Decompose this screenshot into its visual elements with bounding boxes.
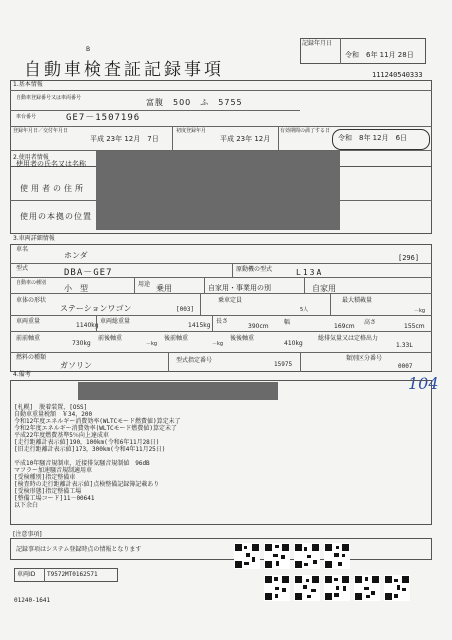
redacted-user-base (96, 204, 340, 230)
note-line: [走行距離計表示値]190，100km(令和6年11月28日) (14, 439, 160, 446)
note-line: マフラー加速騒音規制適用車 (14, 467, 93, 474)
form-mark: B (86, 46, 91, 53)
front-front-axle-label: 前前軸重 (16, 335, 41, 342)
qr-code-9 (384, 575, 410, 601)
weight-label: 車両重量 (16, 318, 41, 325)
user-base-label: 使用の本拠の位置 (20, 212, 92, 221)
gross-label: 車両総重量 (100, 318, 131, 325)
purpose-value: 自家用 (312, 284, 336, 293)
attention-text: 記録事項はシステム登録時点の情報となります (16, 546, 142, 553)
maker-code: [296] (398, 254, 420, 262)
note-line: [受検形態]指定整備工場 (14, 488, 82, 495)
rear-rear-axle-value: 410kg (284, 340, 303, 347)
first-reg-value: 平成 23年 12月 7日 (90, 135, 159, 143)
length-label: 長さ (216, 318, 229, 325)
qr-code-7 (324, 575, 350, 601)
note-line: [札幌] 脱着装置，[OSS] (14, 404, 88, 411)
body-value: ステーションワゴン (60, 304, 132, 313)
use-value: 乗用 (156, 284, 172, 293)
note-line: [整備工場コード]11－00641 (14, 495, 95, 502)
attention-heading: [注意事項] (13, 531, 42, 538)
class-value: 0007 (398, 363, 413, 370)
kind-value: 小 型 (64, 284, 88, 293)
qr-code-1 (234, 543, 260, 569)
first-year-label: 初度登録年月 (176, 128, 207, 134)
purpose-label: 自家用・事業用の別 (208, 284, 271, 292)
model-label: 型式 (16, 265, 29, 272)
first-reg-label: 登録年月日／交付年月日 (13, 128, 69, 134)
chassis-value: GE7－1507196 (66, 113, 141, 123)
kind-label: 自動車の種別 (16, 280, 47, 286)
note-line: 平成10年騒音規制車，近接排気騒音規制値 96dB (14, 460, 150, 467)
fuel-value: ガソリン (60, 361, 92, 370)
front-front-axle-value: 730kg (72, 340, 91, 347)
section-2-heading: 2.使用者情報 (13, 154, 49, 161)
front-rear-axle-value: －kg (146, 341, 158, 347)
qr-code-4 (324, 543, 350, 569)
doc-number: 111240540333 (372, 71, 423, 79)
qr-code-8 (354, 575, 380, 601)
user-name-label: 使用者の氏名又は名称 (16, 160, 86, 168)
section-3-heading: 3.車両詳細情報 (13, 235, 55, 242)
capacity-label: 乗車定員 (218, 297, 243, 304)
body-label: 車体の形状 (16, 297, 47, 304)
first-year-value: 平成 23年 12月 (220, 135, 271, 143)
height-label: 高さ (364, 319, 377, 326)
capacity-value: 5人 (300, 307, 309, 313)
note-line: 平成22年度燃費基準5％向上達成車 (14, 432, 109, 439)
reg-number-label: 自動車登録番号又は車両番号 (16, 95, 82, 101)
displacement-value: 1.33L (396, 342, 413, 349)
qr-code-3 (294, 543, 320, 569)
note-line: 自動車重量税額 ￥34，200 (14, 411, 93, 418)
gross-value: 1415kg (188, 322, 211, 329)
rear-front-axle-label: 後前軸重 (164, 335, 189, 342)
chassis-label: 車台番号 (16, 114, 37, 120)
note-line: [受検種別]指定整備車 (14, 474, 76, 481)
maxload-label: 最大積載量 (342, 297, 373, 304)
record-date-label: 記録年月日 (302, 40, 333, 47)
height-value: 155cm (404, 323, 425, 330)
note-line: [検査時の走行距離計表示値]点検整備記録簿記載あり (14, 481, 160, 488)
section-1-heading: 1.基本情報 (13, 81, 43, 88)
qr-code-6 (294, 575, 320, 601)
weight-value: 1140kg (76, 322, 99, 329)
note-line: 以下余白 (14, 502, 39, 509)
redacted-user-name-address (96, 151, 340, 204)
front-rear-axle-label: 前後軸重 (98, 335, 123, 342)
handwritten-number: 104 (408, 374, 439, 393)
engine-label: 原動機の型式 (236, 266, 273, 273)
rear-rear-axle-label: 後後軸重 (230, 335, 255, 342)
model-value: DBA－GE7 (64, 268, 113, 278)
maxload-value: －kg (414, 308, 426, 314)
section-4-heading: 4.備考 (13, 371, 31, 378)
type-cert-label: 型式指定番号 (176, 357, 213, 364)
note-line: 令和2年度エネルギー消費効率(WLTCモード燃費値)算定未了 (14, 425, 178, 432)
note-line: [旧走行距離計表示値]173，300km(令和4年11月25日) (14, 446, 166, 453)
expiry-value: 令和 8年 12月 6日 (338, 134, 408, 142)
class-label: 類別区分番号 (346, 355, 383, 362)
record-date-value: 令和 6年 11月 28日 (345, 51, 414, 59)
displacement-label: 総排気量又は定格出力 (318, 335, 379, 342)
body-code: [003] (176, 306, 195, 313)
expiry-label: 有効期間の満了する日 (280, 128, 331, 134)
maker-value: ホンダ (64, 251, 88, 260)
vehicle-id-label: 車両ID (17, 571, 36, 578)
type-cert-value: 15975 (274, 361, 293, 368)
redacted-notes-header (78, 382, 278, 400)
length-value: 390cm (248, 323, 269, 330)
maker-label: 車名 (16, 246, 29, 253)
width-label: 幅 (284, 319, 291, 326)
fuel-label: 燃料の種類 (16, 354, 47, 361)
doc-title: 自動車検査証記録事項 (24, 60, 224, 80)
reg-number-value: 富腹 500 ふ 5755 (146, 98, 243, 107)
engine-value: L13A (296, 268, 324, 277)
vehicle-id-value: T9572MT0162571 (47, 571, 98, 578)
width-value: 169cm (334, 323, 355, 330)
user-address-label: 使用者の住所 (20, 184, 86, 193)
qr-code-5 (264, 575, 290, 601)
footer-code: 01240-1641 (14, 597, 51, 604)
use-label: 用途 (138, 281, 151, 288)
qr-code-2 (264, 543, 290, 569)
rear-front-axle-value: －kg (212, 341, 224, 347)
note-line: 令和12年度エネルギー消費効率(WLTCモード燃費値)算定未了 (14, 418, 181, 425)
